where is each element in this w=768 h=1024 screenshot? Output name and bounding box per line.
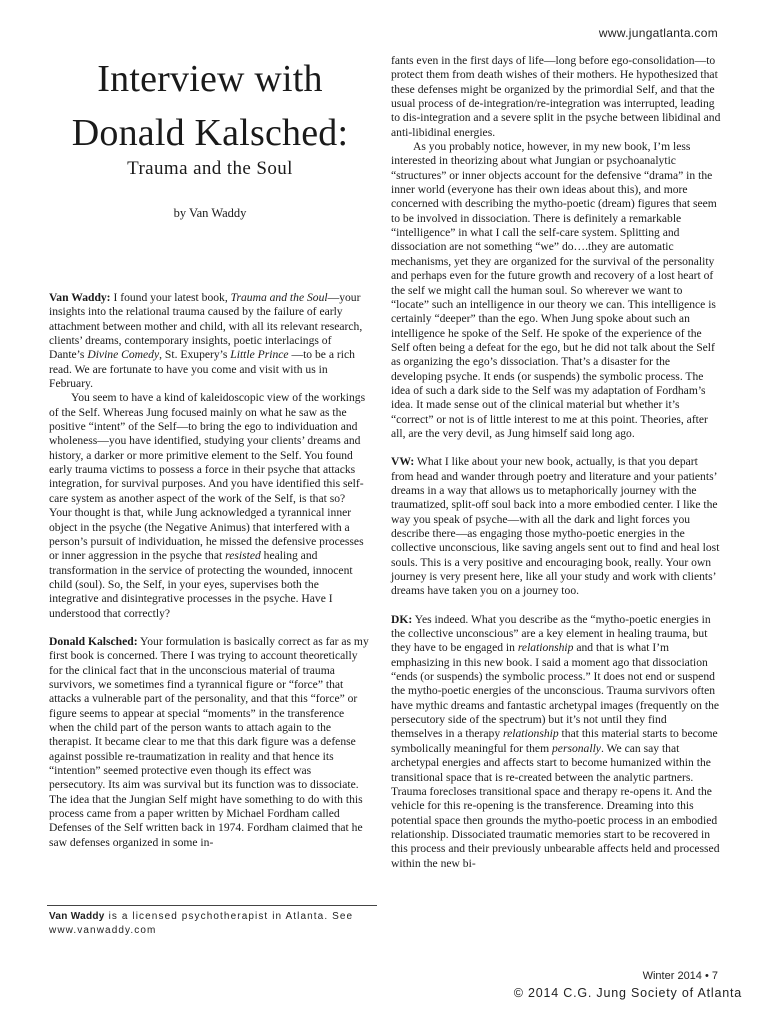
paragraph-text: —to be a rich read. We are fortunate to have you come and visit with us in February. xyxy=(49,348,355,391)
paragraph-text: . We can say that archetypal energies and affects start to become humanized within the transitional space that is re-created between the analytic partners. Trauma forecloses transitional space and therapy re-opens it. And the vehicle for this re-opening is the transference. Dreaming into this potential space then grounds the mytho-poetic process in an embodied relationship. Dissociated traumatic memories start to be recovered in this process and their previously unbearable affects held and processed within the new bi- xyxy=(391,741,720,870)
interview-paragraph xyxy=(49,291,369,391)
paragraph-text: I found your latest book, xyxy=(110,291,231,304)
interview-paragraph xyxy=(391,613,721,871)
footnote-text: is a licensed psychotherapist in Atlanta. See www.vanwaddy.com xyxy=(49,911,354,936)
emphasis: relationship xyxy=(503,727,559,741)
paragraph-text: Your formulation is basically correct as far as my first book is concerned. There I was trying to account theoretically for the clinical fact that in the unconscious material of trauma survivors, we sometimes find a tyrannical figure or “force” that attacks a vulnerable part of the personality, and that this “force” or figure seems to appear at special “moments” in the transference when the child part of the person wants to attach again to the therapist. It became clear to me that this dark figure was a defense against possible re-traumatization in reality and that hence its “intention” seemed protective even though its effect was persecutory. Its aim was survival but its function was to dissociate. The idea that the Jungian Self might have something to do with this process came from a paper written by Michael Fordham called Defenses of the Self written back in 1974. Fordham claimed that he saw defenses organized in some in- xyxy=(49,634,369,849)
speaker-label: Van Waddy: xyxy=(49,291,111,304)
paragraph-text: fants even in the first days of life—long before ego-consolidation—to protect them from death wishes of their mothers. He hypothesized that these defenses might be organized by the primordial Self, and that the usual process of de-integration/re-integration was interrupted, leading to dis-integration and a severe split in the psyche between libidinal and anti-libidinal energies. xyxy=(391,54,721,139)
article-title xyxy=(40,52,380,160)
emphasis: personally xyxy=(552,741,601,755)
interview-paragraph xyxy=(49,391,369,621)
emphasis: relationship xyxy=(517,641,574,655)
book-title: Trauma and the Soul xyxy=(230,291,328,304)
footnote-divider xyxy=(47,905,377,906)
title-line-2: Donald Kalsched: xyxy=(71,112,349,154)
page-number: Winter 2014 • 7 xyxy=(642,970,718,982)
byline: by Van Waddy xyxy=(173,206,247,220)
article-subtitle: Trauma and the Soul xyxy=(127,158,293,179)
paragraph-text: What I like about your new book, actually, is that you depart from head and wander through poetry and literature and your patients’ dreams in a way that allows us to metaphorically journey with the traumatized, split-off soul back into a more embodied center. I like the way you speak of psyche—with all the dark and light forces you describe there—as engaging those mytho-poetic energies in the collective unconscious, like saving angels sent out to find and heal lost souls. This is a very positive and encouraging book, really. Your own journey is very present here, like all your study and work with clients’ dreams have taken you on a journey too. xyxy=(391,455,720,598)
interview-paragraph xyxy=(49,635,369,850)
paragraph-text: As you probably notice, however, in my new book, I’m less interested in theorizing about what Jungian or psychoanalytic “structures” or inner objects account for the defensive “drama” in the inner world (everyone has their own ideas about this), and more concerned with describing the mytho-poetic (dream) figures that seem to be involved in dissociation. There is definitely a remarkable “intelligence” in what I call the self-care system. Splitting and dissociation are not something “we” do….they are automatic mechanisms, yet they are organized for the survival of the personality and perhaps even for the future growth and recovery of a lost heart of the self we might call the human soul. So wherever we want to “locate” such an intelligence in our theory we can. This intelligence is certainly “deeper” than the ego. When Jung spoke about such an intelligence he spoke of the Self. He spoke of the experience of the Self often being a defeat for the ego, but he did not talk about the Self as organizing the ego’s dissociation. That’s a disaster for the developing psyche. It ends (or suspends) the symbolic process. The idea of such a dark side to the Self was my adaptation of Fordham’s idea. It made sense out of the clinical material but whether it’s “correct” or not is of little interest to me at this point. Theories, after all, are the very devil, as Jung himself said long ago. xyxy=(391,140,717,440)
book-title: Little Prince xyxy=(230,348,289,362)
paragraph-text: Yes indeed. What you describe as the “mytho-poetic energies in the collective unconscious” are a key element in healing trauma, but they have to be engaged in xyxy=(391,612,711,655)
paragraph-text: You seem to have a kind of kaleidoscopic view of the workings of the Self. Whereas Jung focused mainly on what he saw as the positive “intent” of the Self—to bring the ego to individuation and wholeness—you have identified, studying your clients’ dreams and history, a darker or more primitive element to the Self. You found early trauma victims to possess a force in their psyche that attacks integration, for survival purposes. And you have identified this self-care system as another aspect of the work of the Self, is that so? Your thought is that, while Jung acknowledged a tyrannical inner object in the psyche (the Negative Animus) that interfered with a person’s pursuit of individuation, he missed the defensive processes or inner aggression in the psyche that xyxy=(49,391,366,563)
site-url: www.jungatlanta.com xyxy=(598,26,718,40)
left-column xyxy=(49,291,369,850)
paragraph-text: , St. Exupery’s xyxy=(159,348,231,362)
author-footnote xyxy=(49,910,379,937)
footnote-name: Van Waddy xyxy=(49,911,105,922)
paragraph-text: that this material starts to become symbolically meaningful for them xyxy=(391,727,718,755)
speaker-label: Donald Kalsched: xyxy=(49,634,138,648)
title-line-1: Interview with xyxy=(97,58,323,100)
emphasis: resisted xyxy=(225,549,261,563)
paragraph-text: —your insights into the relational trauma caused by the failure of early attachment between mother and child, with all its relevant research, clients’ dreams, contemporary insights, poetic interlacings of Dante’s xyxy=(49,291,363,362)
copyright-notice: © 2014 C.G. Jung Society of Atlanta xyxy=(513,986,742,1000)
speaker-label: DK: xyxy=(391,612,413,626)
right-column xyxy=(391,54,721,871)
paragraph-text: healing and transformation in the service of protecting the wounded, innocent child (soul). So, the Self, in your eyes, supervises both the integrative and disintegrative processes in the psyche. Have I understood that correctly? xyxy=(49,549,353,620)
paragraph-text: and that is what I’m emphasizing in this new book. I said a moment ago that dissociation “ends (or suspends) the symbolic process.” It does not end or suspend the mytho-poetic energies of the unconscious. Trauma survivors often have mythic dreams and fantastic archetypal images (frequently on the persecutory side of the spectrum) but it’s not until they find themselves in a therapy xyxy=(391,641,720,741)
interview-paragraph xyxy=(391,54,721,140)
book-title: Divine Comedy xyxy=(87,348,160,362)
interview-paragraph xyxy=(391,140,721,441)
interview-paragraph xyxy=(391,455,721,598)
speaker-label: VW: xyxy=(391,455,415,469)
